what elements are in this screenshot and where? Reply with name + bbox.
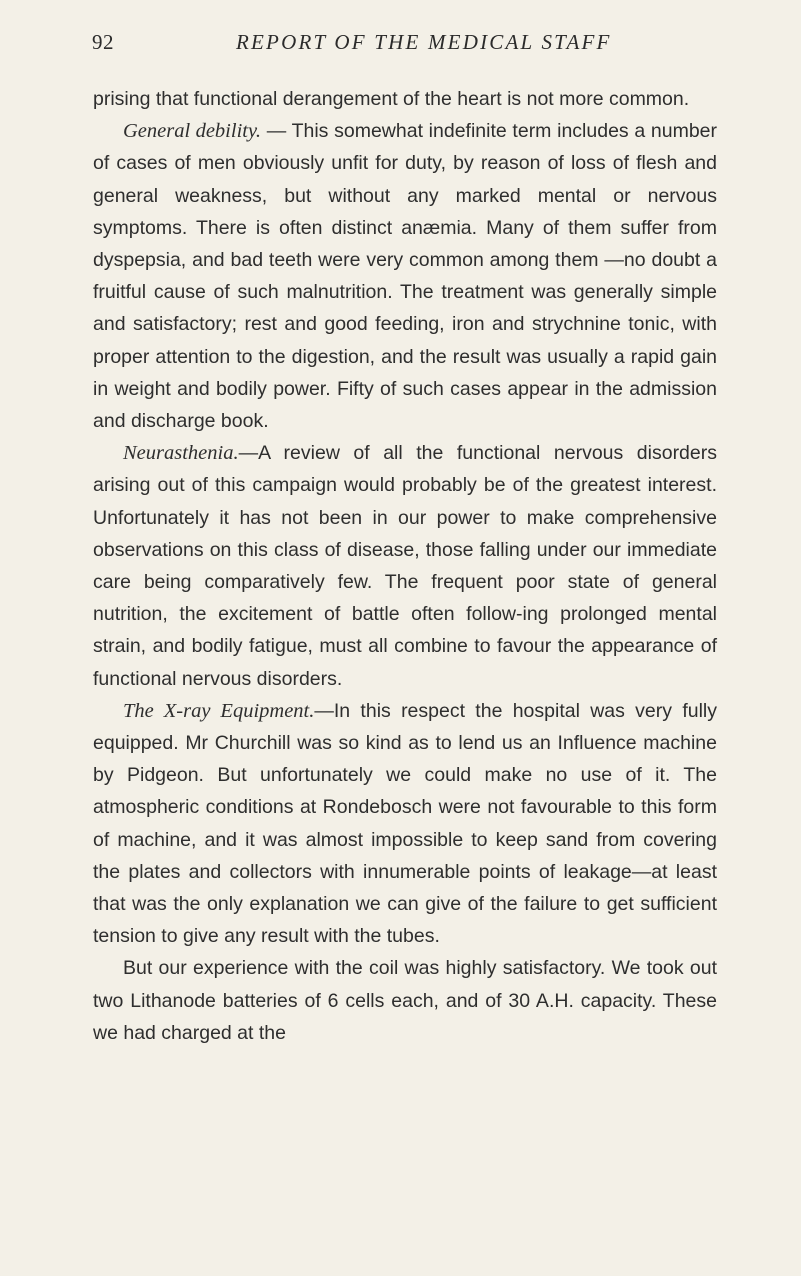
section-lead-neurasthenia: Neurasthenia. [123,442,239,465]
paragraph-coil-experience [93,952,717,1049]
paragraph-text: —A review of all the functional nervous disorders arising out of this campaign would probably be of the greatest interest. Unfortunately it has not been in our power to make comprehensive observations on this class of disease, those falling under our immediate care being comparatively few. The frequent poor state of general nutrition, the excitement of battle often follow-ing prolonged mental strain, and bodily fatigue, must all combine to favour the appearance of functional nervous disorders. [93,442,717,690]
body-text [93,83,717,1049]
paragraph-general-debility [93,115,717,437]
paragraph-continuation [93,83,717,115]
paragraph-text: But our experience with the coil was highly satisfactory. We took out two Lithanode batteries of 6 cells each, and of 30 A.H. capacity. These we had charged at the [93,957,717,1044]
paragraph-text: prising that functional derangement of the heart is not more common. [93,88,690,110]
paragraph-text: —In this respect the hospital was very fully equipped. Mr Churchill was so kind as to lend us an Influence machine by Pidgeon. But unfortunately we could make no use of it. The atmospheric conditions at Rondebosch were not favourable to this form of machine, and it was almost impossible to keep sand from covering the plates and collectors with innumerable points of leakage—at least that was the only explanation we can give of the failure to get sufficient tension to give any result with the tubes. [93,699,717,948]
page-number: 92 [92,30,114,54]
section-lead-x-ray-equipment: The X-ray Equipment. [123,699,315,722]
paragraph-text: — This somewhat indefinite term includes a number of cases of men obviously unfit for duty, by reason of loss of flesh and general weakness, but without any marked mental or nervous symptoms. There is often distinct anæmia. Many of them suffer from dyspepsia, and bad teeth were very common among them —no doubt a fruitful cause of such malnutrition. The treatment was generally simple and satisfactory; rest and good feeding, iron and strychnine tonic, with proper attention to the digestion, and the result was usually a rapid gain in weight and bodily power. Fifty of such cases appear in the admission and discharge book. [93,120,718,433]
running-title: REPORT OF THE MEDICAL STAFF [236,30,612,54]
section-lead-general-debility: General debility. [123,120,262,143]
running-header [92,30,722,60]
paragraph-x-ray-equipment [93,695,717,953]
paragraph-neurasthenia [93,437,717,695]
